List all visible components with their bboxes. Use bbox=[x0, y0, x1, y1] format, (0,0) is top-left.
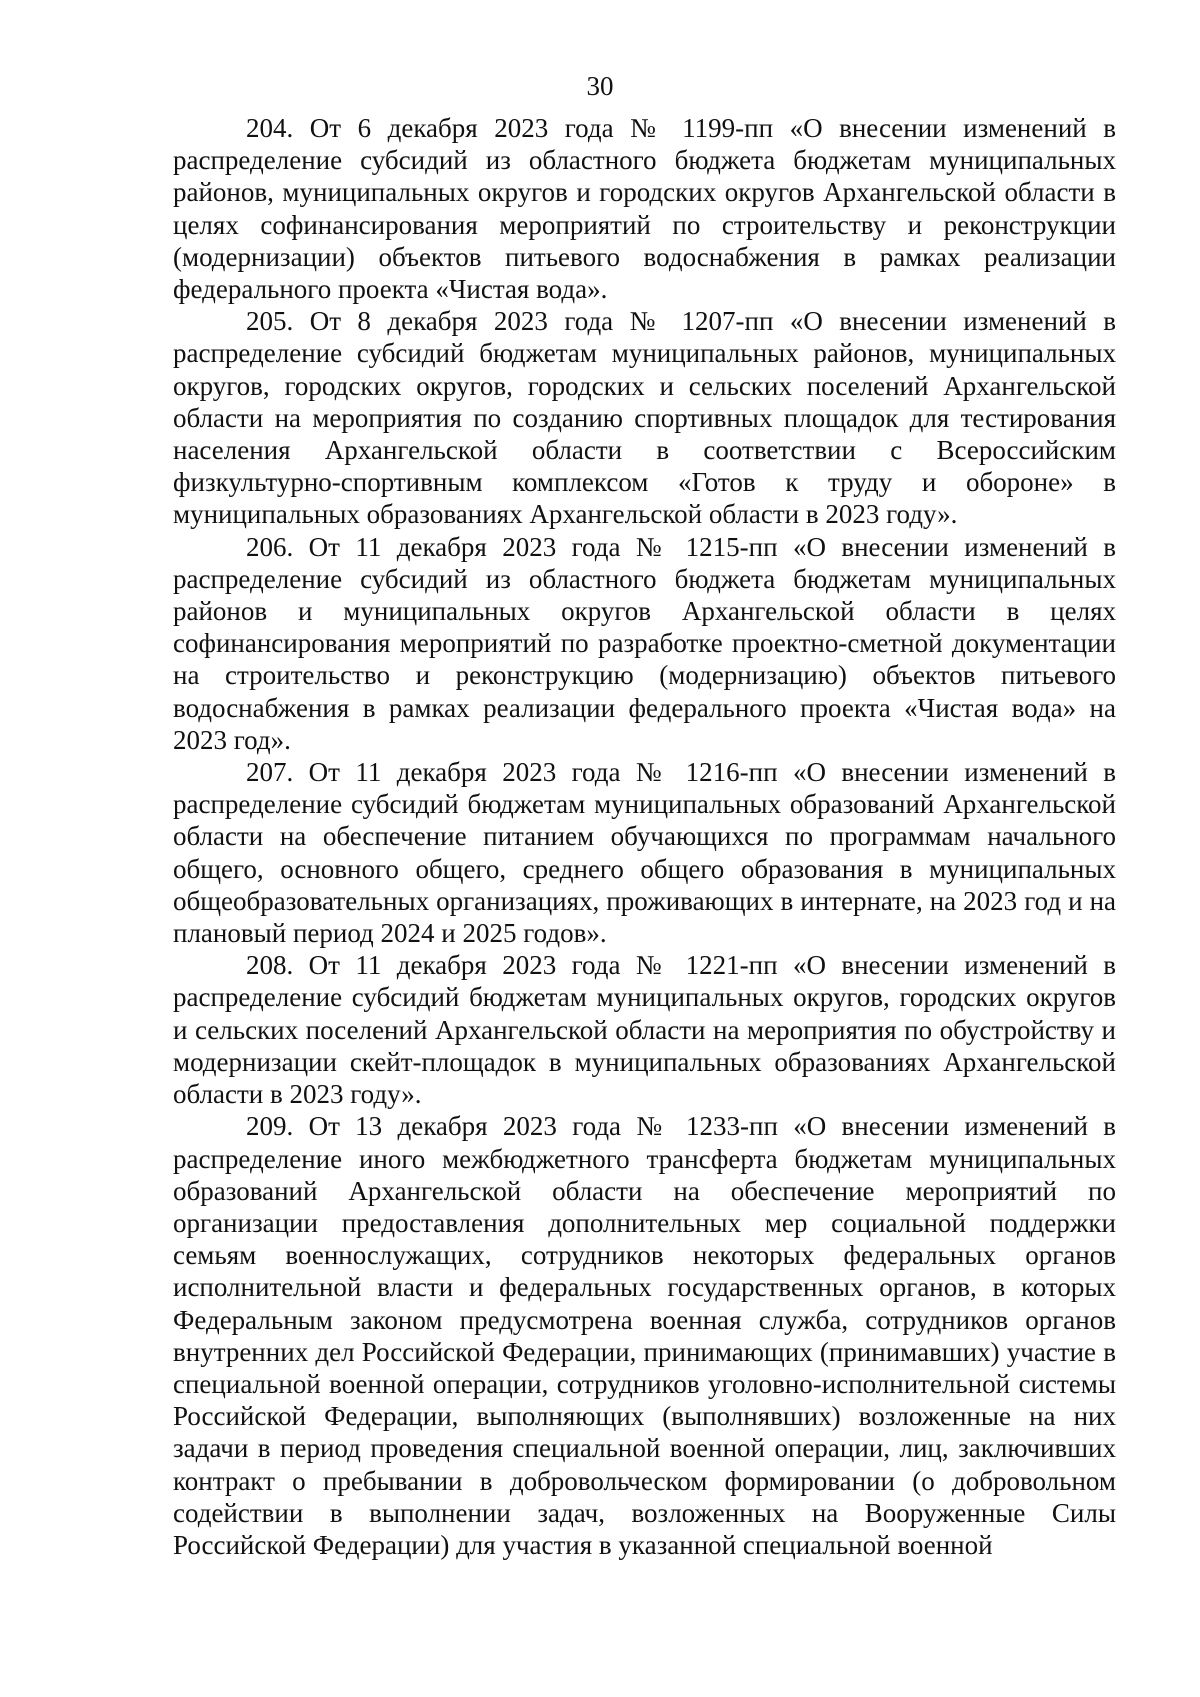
list-item-209: 209. От 13 декабря 2023 года № 1233-пп «О внесении изменений в распределение иного межбюджетного трансферта бюджетам муниципальных образований Архангельской области на обеспечение мероприятий по организации предоставления дополнительных мер социальной поддержки семьям военнослужащих, сотрудников некоторых федеральных органов исполнительной власти и федеральных государственных органов, в которых Федеральным законом предусмотрена военная служба, сотрудников органов внутренних дел Российской Федерации, принимающих (принимавших) участие в специальной военной операции, сотрудников уголовно-исполнительной системы Российской Федерации, выполняющих (выполнявших) возложенные на них задачи в период проведения специальной военной операции, лиц, заключивших контракт о пребывании в добровольческом формировании (о добровольном содействии в выполнении задач, возложенных на Вооруженные Силы Российской Федерации) для участия в указанной специальной военной bbox=[173, 1111, 1116, 1560]
list-item-207: 207. От 11 декабря 2023 года № 1216-пп «О внесении изменений в распределение субсидий бюджетам муниципальных образований Архангельской области на обеспечение питанием обучающихся по программам начального общего, основного общего, среднего общего образования в муниципальных общеобразовательных организациях, проживающих в интернате, на 2023 год и на плановый период 2024 и 2025 годов». bbox=[173, 757, 1116, 949]
list-item-208: 208. От 11 декабря 2023 года № 1221-пп «О внесении изменений в распределение субсидий бюджетам муниципальных округов, городских округов и сельских поселений Архангельской области на мероприятия по обустройству и модернизации скейт-площадок в муниципальных образованиях Архангельской области в 2023 году». bbox=[173, 950, 1116, 1110]
list-item-204: 204. От 6 декабря 2023 года № 1199-пп «О внесении изменений в распределение субсидий из областного бюджета бюджетам муниципальных районов, муниципальных округов и городских округов Архангельской области в целях софинансирования мероприятий по строительству и реконструкции (модернизации) объектов питьевого водоснабжения в рамках реализации федерального проекта «Чистая вода». bbox=[173, 113, 1116, 305]
document-body bbox=[173, 112, 1116, 1561]
list-item-206: 206. От 11 декабря 2023 года № 1215-пп «О внесении изменений в распределение субсидий из областного бюджета бюджетам муниципальных районов и муниципальных округов Архангельской области в целях софинансирования мероприятий по разработке проектно-сметной документации на строительство и реконструкцию (модернизацию) объектов питьевого водоснабжения в рамках реализации федерального проекта «Чистая вода» на 2023 год». bbox=[173, 531, 1116, 755]
page-number: 30 bbox=[586, 71, 614, 101]
list-item-205: 205. От 8 декабря 2023 года № 1207-пп «О внесении изменений в распределение субсидий бюджетам муниципальных районов, муниципальных округов, городских округов, городских и сельских поселений Архангельской области на мероприятия по созданию спортивных площадок для тестирования населения Архангельской области в соответствии с Всероссийским физкультурно-спортивным комплексом «Готов к труду и обороне» в муниципальных образованиях Архангельской области в 2023 году». bbox=[173, 306, 1116, 530]
